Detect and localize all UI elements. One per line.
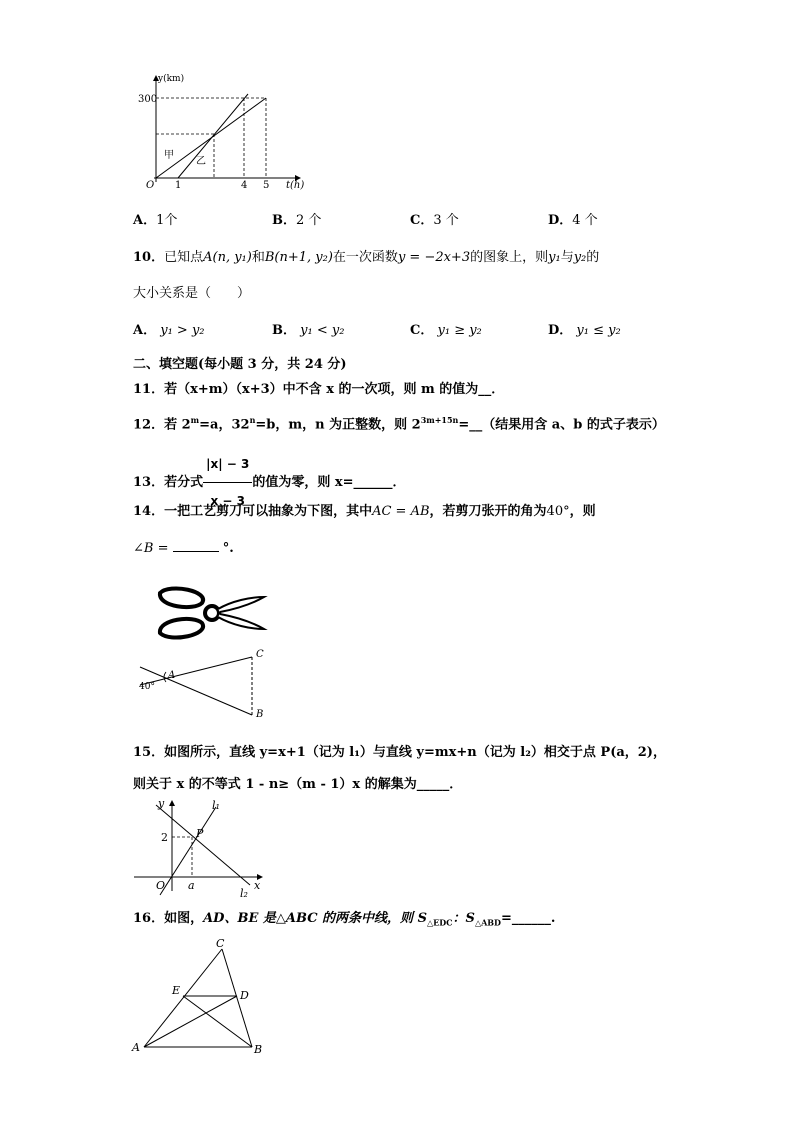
q14-label-c: C [256, 649, 264, 660]
q10-option-a: A． y₁ > y₂ [133, 323, 205, 338]
q10-option-c: C． y₁ ≥ y₂ [410, 323, 482, 338]
q16-label-a: A [132, 1041, 140, 1054]
q14-label-b: B [256, 709, 264, 720]
q14-stem: 14．一把工艺剪刀可以抽象为下图，其中AC = AB，若剪刀张开的角为40°，则 [133, 504, 596, 519]
q14-line-ac [140, 657, 252, 685]
q16-median-be [183, 996, 252, 1047]
q15-figure [130, 795, 270, 900]
q15-stem: 15．如图所示，直线 y=x+1（记为 l₁）与直线 y=mx+n（记为 l₂）相交于点 P(a，2)， [133, 745, 666, 760]
q9-option-c: C．3 个 [410, 213, 459, 228]
q13-fraction: $\frac{|x| - 3}{x - 3}$ [203, 446, 252, 519]
q13: 13．若分式 $\frac{|x| - 3}{x - 3}$ 的值为零，则 x=______． [133, 446, 406, 519]
q15-label-2: 2 [161, 831, 168, 844]
q9-tick-1: 1 [175, 180, 182, 191]
q16-side-ac [144, 949, 222, 1047]
q14-label-angle: 40° [139, 682, 155, 692]
q14-label-a: A [168, 670, 176, 681]
q16-label-d: D [240, 989, 249, 1002]
q15-label-o: O [156, 879, 166, 892]
q9-line-yi [178, 94, 248, 178]
q14-stem-line2: ∠B = °. [133, 541, 234, 556]
q10-option-b: B． y₁ < y₂ [272, 323, 345, 338]
q15-label-p: P [196, 827, 204, 840]
q15-label-a: a [188, 879, 195, 892]
q11: 11．若（x+m）（x+3）中不含 x 的一次项，则 m 的值为__． [133, 382, 505, 397]
q14-line-ab [140, 667, 252, 715]
q15-label-x: x [254, 879, 261, 892]
q10-option-d: D． y₁ ≤ y₂ [548, 323, 621, 338]
q9-tick-300: 300 [138, 94, 158, 105]
q16-median-ad [144, 996, 237, 1047]
q16-figure [130, 935, 270, 1060]
q15-line-l2 [156, 805, 250, 885]
q12: 12．若 $2^m=a$，$32^n=b$，m，n 为正整数，则 $2^{3m+15n}=\_\_$（结果用含 a、b 的式子表示） [133, 415, 665, 433]
q9-label-jia: 甲 [164, 150, 174, 161]
q9-option-b: B．2 个 [272, 213, 322, 228]
scissors-picture [150, 585, 268, 641]
q15-label-y: y [158, 797, 165, 810]
q9-tick-4: 4 [241, 180, 248, 191]
q15-label-l1: l₁ [212, 799, 220, 812]
q9-option-a: A．1个 [133, 213, 178, 228]
q16-label-b: B [254, 1043, 263, 1056]
q14-figure [136, 645, 271, 723]
q10-stem-line2: 大小关系是（ ） [133, 286, 251, 301]
q9-label-yi: 乙 [196, 156, 206, 167]
q9-option-d: D．4 个 [548, 213, 598, 228]
q16-label-c: C [216, 937, 225, 950]
q9-figure [138, 70, 308, 195]
q16-stem: 16．如图，AD、BE 是△ABC 的两条中线，则 $S_{\triangle EDC}$：$S_{\triangle ABD}=\_\_\_\_\_\_$. [133, 911, 556, 928]
q15-label-l2: l₂ [240, 887, 248, 900]
section-heading: 二、填空题(每小题 3 分，共 24 分) [133, 357, 347, 372]
q10-stem: 10．已知点A(n, y₁)和B(n+1, y₂)在一次函数y = −2x+3的图象上，则y₁与y₂的 [133, 250, 600, 265]
q9-x-label: t(h) [286, 180, 305, 191]
q16-label-e: E [172, 984, 181, 997]
q15-stem-line2: 则关于 x 的不等式 1 - n≥（m - 1）x 的解集为_____． [133, 777, 463, 792]
q9-tick-5: 5 [263, 180, 270, 191]
q9-y-label: y(km) [158, 74, 185, 84]
q9-origin: O [146, 180, 155, 191]
